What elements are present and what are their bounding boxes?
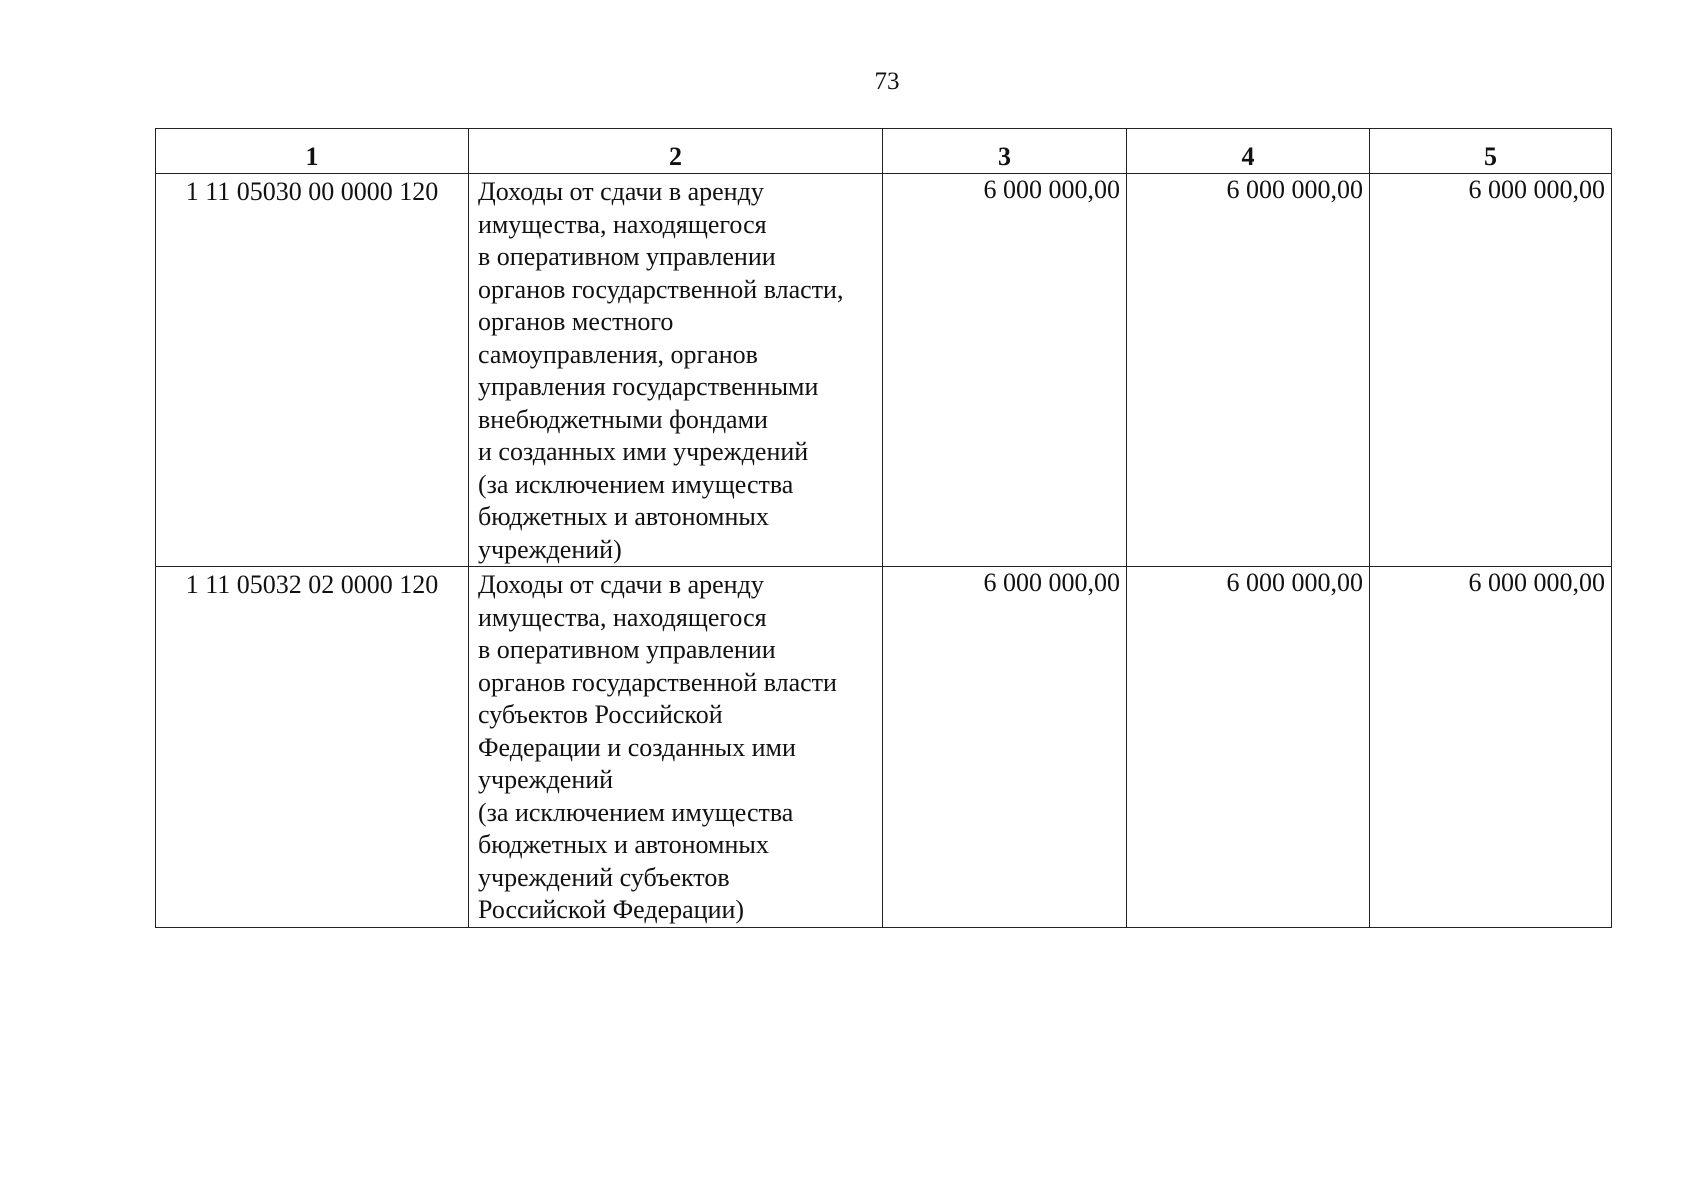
description-line: бюджетных и автономных	[478, 830, 769, 859]
description-line: в оперативном управлении	[478, 242, 776, 271]
value-col-3: 6 000 000,00	[883, 174, 1127, 567]
page-number: 73	[874, 68, 900, 95]
description	[469, 174, 883, 567]
description-line: (за исключением имущества	[478, 469, 794, 499]
header-col-5: 5	[1370, 129, 1612, 174]
value-col-5: 6 000 000,00	[1370, 567, 1612, 928]
description-line: имущества, находящегося	[478, 602, 767, 632]
description-line: (за исключением имущества	[478, 797, 794, 827]
description-line: Российской Федерации)	[478, 895, 745, 924]
header-row	[156, 129, 1612, 174]
budget-code: 1 11 05032 02 0000 120	[156, 567, 469, 928]
budget-code: 1 11 05030 00 0000 120	[156, 174, 469, 567]
description-line: учреждений	[478, 765, 614, 794]
header-col-1: 1	[156, 129, 469, 174]
description-line: бюджетных и автономных	[478, 502, 769, 531]
table-row	[156, 174, 1612, 567]
header-col-3: 3	[883, 129, 1127, 174]
description-line: органов государственной власти	[478, 667, 837, 697]
description-line: Доходы от сдачи в аренду	[478, 177, 764, 206]
description-line: органов местного	[478, 307, 674, 336]
description-line: учреждений субъектов	[478, 862, 730, 892]
value-col-5: 6 000 000,00	[1370, 174, 1612, 567]
value-col-4: 6 000 000,00	[1127, 174, 1370, 567]
description-line: самоуправления, органов	[478, 339, 758, 369]
description-line: Федерации и созданных ими	[478, 732, 796, 762]
description-line: учреждений)	[478, 534, 622, 564]
description-line: в оперативном управлении	[478, 635, 776, 664]
revenue-table	[155, 128, 1612, 928]
header-col-4: 4	[1127, 129, 1370, 174]
table-row	[156, 567, 1612, 928]
description-line: органов государственной власти,	[478, 274, 844, 304]
description-line: субъектов Российской	[478, 700, 723, 729]
description-line: Доходы от сдачи в аренду	[478, 570, 764, 599]
description-line: внебюджетными фондами	[478, 404, 768, 434]
description-line: имущества, находящегося	[478, 209, 767, 239]
description-line: управления государственными	[478, 372, 819, 401]
value-col-3: 6 000 000,00	[883, 567, 1127, 928]
description-line: и созданных ими учреждений	[478, 437, 809, 466]
header-col-2: 2	[469, 129, 883, 174]
description	[469, 567, 883, 928]
value-col-4: 6 000 000,00	[1127, 567, 1370, 928]
